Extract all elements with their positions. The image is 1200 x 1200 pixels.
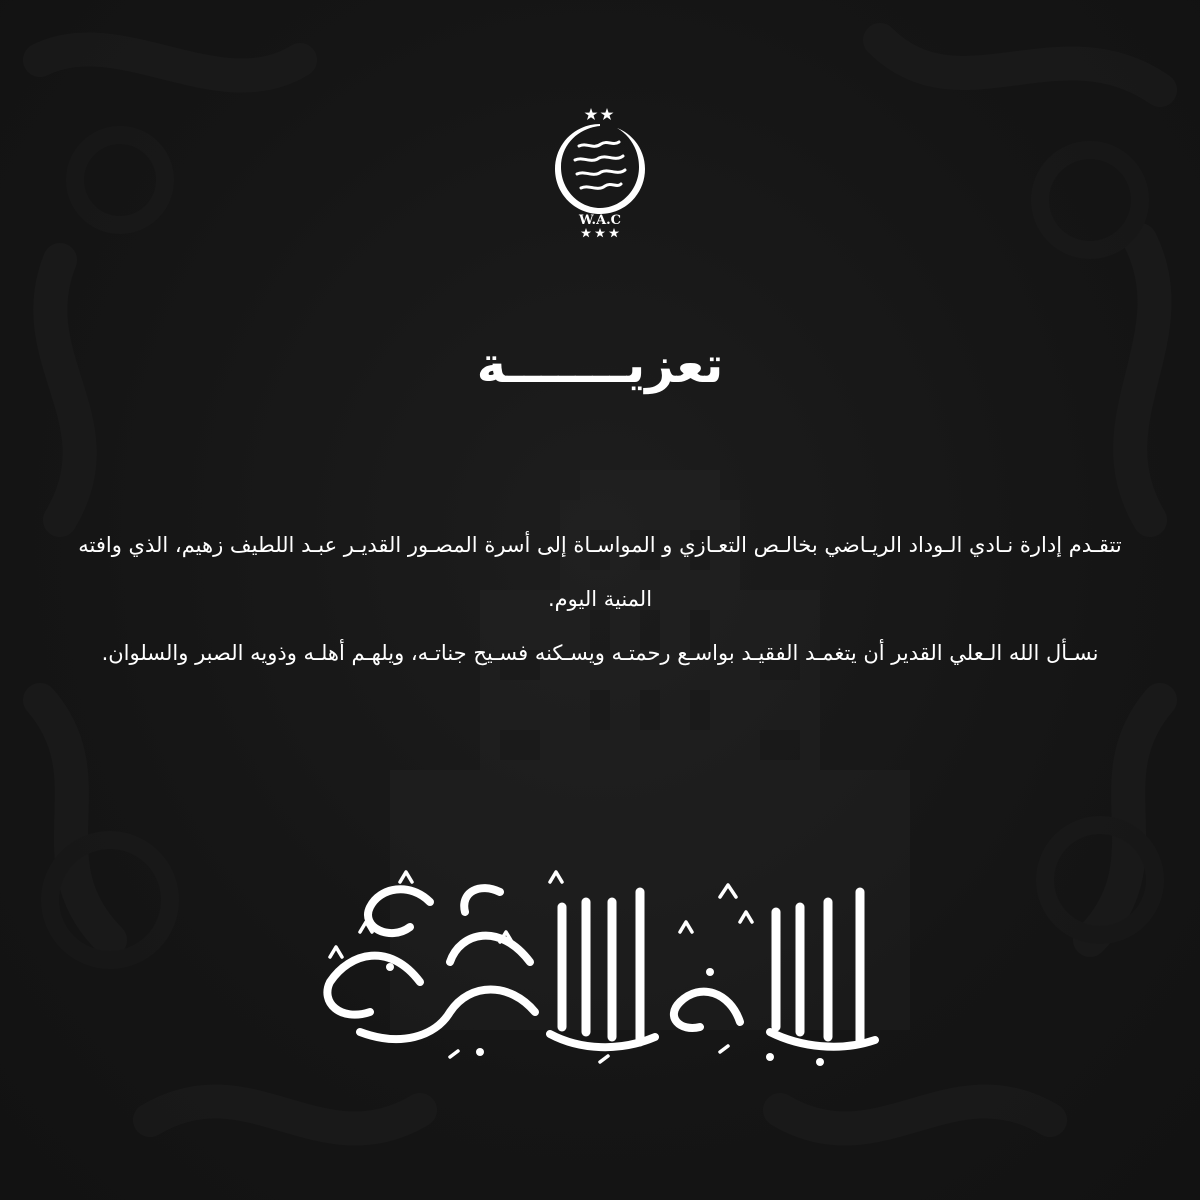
club-crest-logo xyxy=(547,104,653,242)
svg-text:W.A.C: W.A.C xyxy=(578,213,622,228)
message-paragraph: نسـأل الله الـعلي القدير أن يتغمـد الفقيـد بواسـع رحمتـه ويسـكنه فسـيح جناتـه، ويلهـم أهلـه وذويه الصبر والسلوان. xyxy=(101,641,1099,665)
page-title: تعزيـــــــة xyxy=(476,336,724,394)
condolence-message xyxy=(60,518,1140,680)
quran-verse-calligraphy xyxy=(300,862,900,1077)
message-paragraph: تتقـدم إدارة نـادي الـوداد الريـاضي بخالـص التعـازي و المواسـاة إلى أسرة المصـور القديـر عبـد اللطيف زهيم، الذي وافته المنية اليوم. xyxy=(78,533,1122,611)
